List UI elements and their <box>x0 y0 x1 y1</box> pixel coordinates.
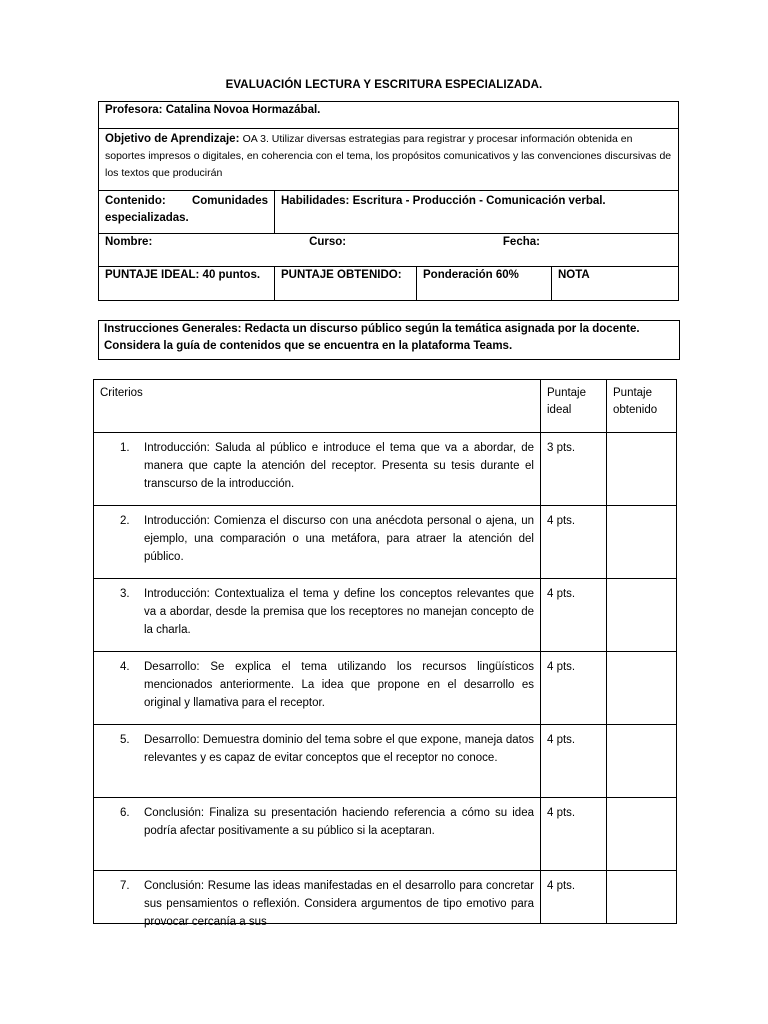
criterion-text: Introducción: Contextualiza el tema y define los conceptos relevantes que va a abordar, desde la premisa que los receptores no manejan concepto de la charla. <box>144 588 534 636</box>
criterion-ideal-points: 4 pts. <box>541 725 607 798</box>
criterion-cell <box>94 433 541 506</box>
curso-label: Curso: <box>309 236 347 248</box>
criterion-cell <box>94 725 541 798</box>
criterion-text: Introducción: Comienza el discurso con una anécdota personal o ajena, un ejemplo, una comparación o una metáfora, para atraer la atención del público. <box>144 515 534 563</box>
puntaje-obtenido-cell: PUNTAJE OBTENIDO: <box>275 267 417 301</box>
criterion-ideal-points: 3 pts. <box>541 433 607 506</box>
criteria-table <box>93 379 677 928</box>
criterion-ideal-points: 4 pts. <box>541 798 607 871</box>
criterion-number: 6. <box>120 807 130 819</box>
criterion-obtained-points <box>607 871 677 924</box>
criterion-obtained-points <box>607 725 677 798</box>
criterios-header: Criterios <box>94 380 541 433</box>
criterion-ideal-points: 4 pts. <box>541 506 607 579</box>
table-row <box>94 506 677 579</box>
table-row <box>94 652 677 725</box>
table-row <box>94 871 677 924</box>
criterion-cell <box>94 579 541 652</box>
objetivo-label: Objetivo de Aprendizaje: <box>105 133 240 145</box>
criterion-number: 7. <box>120 880 130 892</box>
criterion-number: 2. <box>120 515 130 527</box>
criterion-obtained-points <box>607 579 677 652</box>
document-title: EVALUACIÓN LECTURA Y ESCRITURA ESPECIALIZADA. <box>225 79 543 91</box>
objetivo-cell <box>99 129 679 191</box>
criterion-cell <box>94 506 541 579</box>
nota-cell: NOTA <box>552 267 679 301</box>
table-row <box>94 579 677 652</box>
ponderacion-cell: Ponderación 60% <box>417 267 552 301</box>
table-row <box>94 433 677 506</box>
criterion-number: 1. <box>120 442 130 454</box>
contenido-value-2: especializadas. <box>105 212 189 224</box>
criterion-obtained-points <box>607 652 677 725</box>
criterion-number: 4. <box>120 661 130 673</box>
puntaje-obtenido-header: Puntaje obtenido <box>607 380 677 433</box>
criterion-obtained-points <box>607 433 677 506</box>
criterion-number: 3. <box>120 588 130 600</box>
contenido-value-1: Comunidades <box>191 195 268 207</box>
puntaje-ideal-cell: PUNTAJE IDEAL: 40 puntos. <box>99 267 275 301</box>
contenido-cell <box>99 191 275 234</box>
puntaje-ideal-header: Puntaje ideal <box>541 380 607 433</box>
criterion-obtained-points <box>607 506 677 579</box>
criterion-number: 5. <box>120 734 130 746</box>
criterion-cell <box>94 871 541 928</box>
instructions-box: Instrucciones Generales: Redacta un discurso público según la temática asignada por la docente. Considera la guía de contenidos que se encuentra en la plataforma Teams. <box>98 320 680 360</box>
criterion-text: Conclusión: Resume las ideas manifestadas en el desarrollo para concretar sus pensamientos o reflexión. Considera argumentos de tipo emotivo para provocar cercanía a sus <box>144 880 534 928</box>
criterion-text: Desarrollo: Demuestra dominio del tema sobre el que expone, maneja datos relevantes y es capaz de evitar conceptos que el receptor no conoce. <box>144 734 534 764</box>
criterion-text: Desarrollo: Se explica el tema utilizando los recursos lingüísticos mencionados anteriormente. La idea que propone en el desarrollo es original y llamativa para el receptor. <box>144 661 534 709</box>
criterion-ideal-points: 4 pts. <box>541 871 607 924</box>
criterion-ideal-points: 4 pts. <box>541 579 607 652</box>
objetivo-text: OA 3. Utilizar diversas estrategias para registrar y procesar información obtenida en soportes impresos o digitales, en coherencia con el tema, los propósitos comunicativos y las convenciones discursivas de los textos que producirán <box>105 133 672 179</box>
criterion-cell <box>94 652 541 725</box>
habilidades-cell: Habilidades: Escritura - Producción - Comunicación verbal. <box>275 191 679 234</box>
criterion-text: Conclusión: Finaliza su presentación haciendo referencia a cómo su idea podría afectar positivamente a su público si la aceptaran. <box>144 807 534 837</box>
nombre-label: Nombre: <box>105 236 153 248</box>
header-table <box>98 101 679 301</box>
fecha-label: Fecha: <box>502 236 540 248</box>
profesora-cell: Profesora: Catalina Novoa Hormazábal. <box>99 102 679 129</box>
criterion-ideal-points: 4 pts. <box>541 652 607 725</box>
table-row <box>94 798 677 871</box>
contenido-label: Contenido: <box>105 195 166 207</box>
criterion-text: Introducción: Saluda al público e introduce el tema que va a abordar, de manera que capte la atención del receptor. Presenta su tesis durante el transcurso de la introducción. <box>144 442 534 490</box>
table-row <box>94 725 677 798</box>
nombre-row <box>99 234 679 267</box>
criterion-cell <box>94 798 541 871</box>
criterion-obtained-points <box>607 798 677 871</box>
